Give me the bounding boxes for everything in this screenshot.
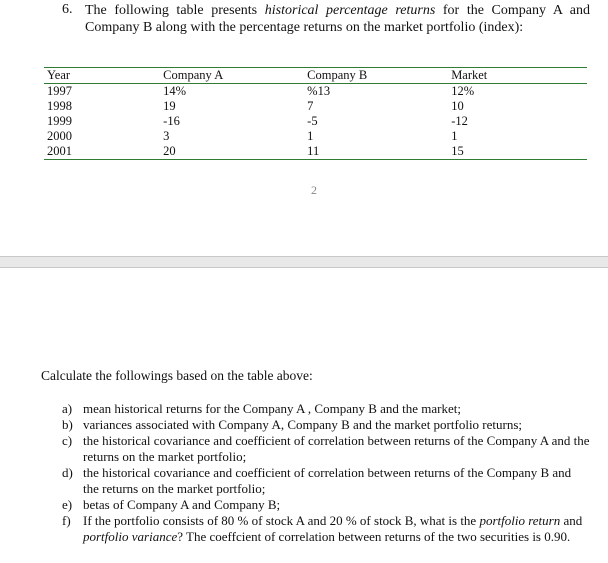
list-item — [62, 513, 590, 545]
page-number: 2 — [311, 183, 317, 197]
table-row — [44, 129, 587, 144]
task-label: e) — [62, 497, 73, 512]
cell-company-a: 14% — [163, 84, 187, 98]
task-label: f) — [62, 513, 71, 528]
page-separator — [0, 256, 608, 268]
task-text: mean historical returns for the Company A , Company B and the market; — [83, 401, 462, 416]
cell-company-b: -5 — [307, 114, 318, 128]
cell-market: 15 — [451, 144, 464, 158]
list-item — [62, 465, 590, 497]
cell-year: 1998 — [47, 99, 72, 113]
list-item — [62, 433, 590, 465]
task-label: d) — [62, 465, 73, 480]
table-header-row — [44, 68, 587, 84]
list-item — [62, 417, 590, 433]
task-label: a) — [62, 401, 73, 416]
cell-company-b: 7 — [307, 99, 314, 113]
task-text: variances associated with Company A, Company B and the market portfolio returns; — [83, 417, 523, 432]
returns-table — [44, 67, 587, 160]
task-list — [62, 401, 590, 545]
document-page-1 — [0, 0, 608, 256]
header-year: Year — [47, 68, 71, 82]
task-text: the historical covariance and coefficient of correlation between returns of the Company B and the returns on the market portfolio; — [83, 465, 572, 496]
list-item — [62, 401, 590, 417]
cell-year: 2001 — [47, 144, 72, 158]
table-row — [44, 99, 587, 114]
cell-year: 2000 — [47, 129, 72, 143]
header-company-a: Company A — [163, 68, 224, 82]
cell-market: -12 — [451, 114, 468, 128]
cell-company-b: %13 — [307, 84, 331, 98]
question-text: The following table presents historical percentage returns for the Company A and Company B along with the percentage returns on the market portfolio (index): — [85, 3, 591, 35]
task-text: betas of Company A and Company B; — [83, 497, 281, 512]
list-item — [62, 497, 590, 513]
task-text: If the portfolio consists of 80 % of stock A and 20 % of stock B, what is the portfolio return and portfolio variance? The coeffcient of correlation between returns of the two securities is 0.90. — [83, 513, 583, 544]
cell-market: 10 — [451, 99, 464, 113]
table-row — [44, 114, 587, 129]
cell-year: 1999 — [47, 114, 72, 128]
cell-company-b: 1 — [307, 129, 314, 143]
task-label: c) — [62, 433, 73, 448]
question-number: 6. — [62, 2, 73, 17]
header-market: Market — [451, 68, 488, 82]
task-text: the historical covariance and coefficient of correlation between returns of the Company A and the returns on the market portfolio; — [83, 433, 590, 464]
table-row — [44, 144, 587, 160]
cell-company-b: 11 — [307, 144, 320, 158]
header-company-b: Company B — [307, 68, 368, 82]
cell-company-a: 20 — [163, 144, 176, 158]
cell-market: 1 — [451, 129, 458, 143]
cell-company-a: -16 — [163, 114, 180, 128]
cell-company-a: 3 — [163, 129, 170, 143]
cell-market: 12% — [451, 84, 475, 98]
instructions-text: Calculate the followings based on the table above: — [41, 368, 313, 383]
task-label: b) — [62, 417, 73, 432]
cell-company-a: 19 — [163, 99, 176, 113]
table-row — [44, 84, 587, 100]
cell-year: 1997 — [47, 84, 72, 98]
document-page-2 — [0, 268, 608, 563]
